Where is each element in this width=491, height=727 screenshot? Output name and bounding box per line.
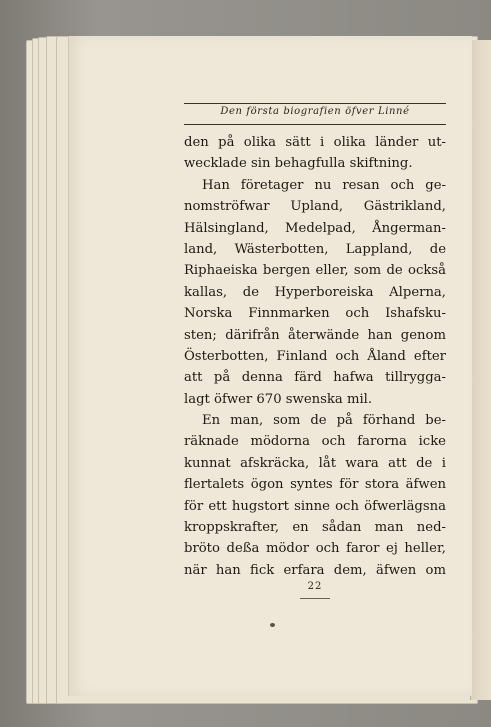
text-line: flertalets ögon syntes för stora äfwen (184, 477, 446, 493)
text-line: Riphaeiska bergen eller, som de också (184, 263, 446, 279)
text-line: räknade mödorna och farorna icke (184, 434, 446, 450)
text-line: Han företager nu resan och ge- (202, 177, 446, 193)
folio-rule (300, 598, 330, 599)
text-line: kallas, de Hyperboreiska Alperna, (184, 284, 446, 300)
text-line: nomströfwar Upland, Gästrikland, (184, 199, 446, 215)
text-line: den på olika sätt i olika länder ut- (184, 135, 446, 150)
text-line: för ett hugstort sinne och öfwerlägsna (184, 498, 446, 514)
text-line: sten; därifrån återwände han genom (184, 327, 446, 343)
running-head: Den första biografien öfver Linné (220, 106, 410, 117)
text-line: land, Wästerbotten, Lappland, de (184, 241, 446, 257)
header-rule-bottom (184, 124, 446, 125)
text-line: att på denna färd hafwa tillrygga- (184, 370, 446, 386)
body-text (184, 132, 446, 581)
facing-page (470, 40, 491, 700)
text-line: kunnat afskräcka, låt wara att de i (184, 455, 446, 471)
text-line: kroppskrafter, en sådan man ned- (184, 520, 446, 536)
header-rule-top (184, 103, 446, 104)
text-line: Norska Finnmarken och Ishafsku- (184, 306, 446, 322)
text-line: Österbotten, Finland och Åland efter (184, 348, 446, 364)
text-line: wecklade sin behagfulla skiftning. (184, 156, 413, 172)
page-mark (270, 623, 275, 627)
text-line: lagt öfwer 670 swenska mil. (184, 391, 373, 407)
text-line: Hälsingland, Medelpad, Ångerman- (184, 220, 446, 236)
text-line: när han fick erfara dem, äfwen om (184, 562, 446, 578)
page-number: 22 (307, 581, 323, 592)
text-line: bröto deßa mödor och faror ej heller, (184, 541, 446, 557)
text-line: En man, som de på förhand be- (202, 413, 446, 429)
